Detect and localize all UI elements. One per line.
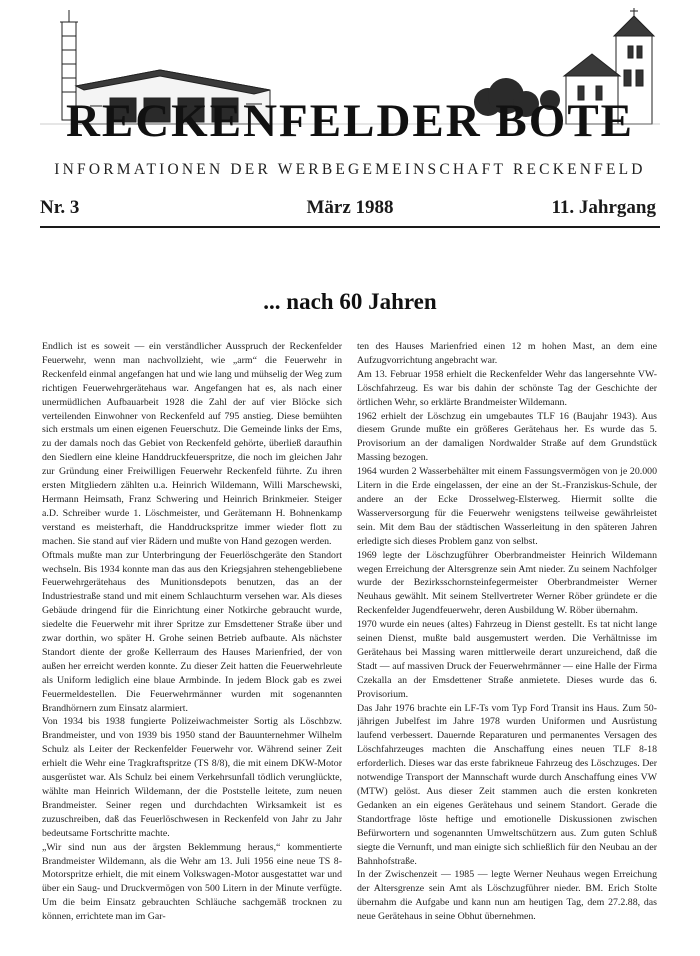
newsletter-title-text: RECKENFELDER BOTE — [65, 95, 635, 147]
right-paragraph: In der Zwischenzeit — 1985 — legte Werner Neuhaus wegen Erreichung der Altersgrenze sein Amt als Löschzugführer nieder. BM. Erich Stolte übernahm die Aufgabe und kann nun am heutigen Tag, dem 27.2.88, das neue Gerätehaus in seine Obhut übernehmen. — [357, 869, 657, 923]
left-paragraph: Endlich ist es soweit — ein verständlicher Ausspruch der Reckenfelder Feuerwehr, wenn man nachvollzieht, wie „arm“ die Feuerwehr in Reckenfeld einmal angefangen hat und wie lang und mühselig der Weg zum richtigen Feuerwehrgerätehaus war. Angefangen hat es, als nach einer unermüdlichen Aufbauarbeit 1928 die Zahl der auf vier Blöcke sich verteilenden Einwohner von Reckenfeld auf 795 anstieg. Diese bemühten sich erstmals um einen eigenen Feuerschutz. Die Gemeinde links der Ems, zu der damals noch das Gebiet von Reckenfeld gehörte, überließ daraufhin den Siedlern eine kleine Handdruckfeuerspritze, die noch im gleichen Jahr zur Gründung einer Freiwilligen Feuerwehr Reckenfeld führte. Zu ihren ersten Mitgliedern zählten u.a. Heinrich Wildemann, Willi Marschewski, Hermann Heimsath, Franz Schwering und Heinrich Brinkmeier. Steiger a.D. Schreiber wurde 1. Löschmeister, und Gerätemann H. Bohnenkamp verstand es meisterhaft, die Handdruckspritze immer wieder flott zu machen. Sie stand auf vier Rädern und mußte von Hand gezogen werden. — [42, 341, 342, 547]
newsletter-subtitle: INFORMATIONEN DER WERBEGEMEINSCHAFT RECKENFELD — [54, 161, 646, 178]
right-paragraph: 1969 legte der Löschzugführer Oberbrandmeister Heinrich Wildemann wegen Erreichung der Altersgrenze sein Amt nieder. Zu seinem Nachfolger wurde der Bezirksschornsteinfegermeister Oberbrandmeister Werner Neuhaus gewählt. Mit seinem Stellvertreter Werner Röber gründete er die Reckenfelder Jugendfeuerwehr, deren Ausbildung W. Röber übernahm. — [357, 549, 657, 617]
volume-year: 11. Jahrgang — [551, 197, 656, 218]
right-paragraph: Am 13. Februar 1958 erhielt die Reckenfelder Wehr das langersehnte VW-Löschfahrzeug. Es war bis dahin der schönste Tag der Geschichte der örtlichen Wehr, so erklärte Brandmeister Wildemann. — [357, 368, 657, 408]
masthead-divider — [40, 226, 660, 228]
right-paragraph: Das Jahr 1976 brachte ein LF-Ts vom Typ Ford Transit ins Haus. Zum 50-jährigen Jubelfest im Jahre 1978 wurden Uniformen und Ausrüstung laufend verbessert. Dauernde Reparaturen und permanentes Versagen des Löschfahrzeuges machten die Anschaffung eines neuen TLF 8-18 erforderlich. Dieses war das erste fabrikneue Fahrzeug des Löschzuges. Der notwendige Transport der Mannschaft wurde durch Anschaffung eines VW (MTW) gelöst. Aus dieser Zeit stammen auch die ersten konkreten Gedanken an ein eigenes Gerätehaus und seinem Standort. Gerade die Standortfrage löste heftige und emotionelle Diskussionen zwischen Befürwortern und sogenannten Umweltschützern aus. Zum guten Schluß siegte die Vernunft, und man einigte sich schließlich für den Neubau an der Bahnhofstraße. — [357, 702, 657, 867]
right-paragraph: 1962 erhielt der Löschzug ein umgebautes TLF 16 (Baujahr 1943). Aus diesem Grunde mußte ein größeres Gerätehaus her. Es wurde das 5. Provisorium an der damaligen Nordwalder Straße auf dem Grundstück Massing bezogen. — [357, 410, 657, 464]
issue-date: März 1988 — [306, 197, 394, 218]
issue-number: Nr. 3 — [40, 197, 80, 218]
article-right-column — [357, 340, 657, 940]
right-paragraph: ten des Hauses Marienfried einen 12 m hohen Mast, an dem eine Aufzugvorrichtung angebracht war. — [357, 341, 657, 366]
article-left-column — [42, 340, 342, 940]
left-paragraph: „Wir sind nun aus der ärgsten Beklemmung heraus,“ kommentierte Brandmeister Wildemann, als die Wehr am 13. Juli 1956 eine neue TS 8-Motorspritze erhielt, die mit einem Volkswagen-Motor ausgestattet war und über ein Saug- und Druckvermögen von 500 Litern in der Minute verfügte. Um die beim Einsatz gebrauchten Schläuche sachgemäß trocknen zu können, errichtete man im Gar- — [42, 841, 342, 923]
right-paragraph: 1964 wurden 2 Wasserbehälter mit einem Fassungsvermögen von je 20.000 Litern in die Erde eingelassen, der eine an der St.-Franziskus-Schule, der andere an der Ecke Drosselweg-Elsterweg. Hiermit sollte die Wasserversorgung für die Feuerwehr wenigstens teilweise gewährleistet sein. Mit dem Bau der städtischen Wasserleitung in den späteren Jahren erledigte sich dieses Problem ganz von selbst. — [357, 466, 657, 547]
right-paragraph: 1970 wurde ein neues (altes) Fahrzeug in Dienst gestellt. Es tat nicht lange seinen Dienst, mußte bald ausgemustert werden. Die Verhältnisse im Gerätehaus bei Massing waren mittlerweile derart unzureichend, daß die Stadt — auf massiven Druck der Feuerwehrmänner — eine Halle der Firma Czekalla an der Emsdettener Straße anmietete. Dieses wurde das 6. Provisorium. — [357, 619, 657, 700]
article-headline: ... nach 60 Jahren — [263, 289, 437, 314]
newsletter-title — [40, 96, 660, 146]
left-paragraph: Oftmals mußte man zur Unterbringung der Feuerlöschgeräte den Standort wechseln. Bis 1934 konnte man das aus den Kriegsjahren stehengebliebene Feuerwehrgerätehaus des Munitionsdepots benutzen, das an der Industriestraße stand und mit einem Schlauchturm versehen war. Als dieses Gebäude dringend für die Einrichtung einer Notkirche gebraucht wurde, siedelte die Feuerwehr mit ihrer Spritze zur Emsdettener Straße über und zwar dorthin, wo später H. Grohe seinen Betrieb aufbaute. Als nächster Standort diente der große Kellerraum des Hauses Marienfried, der von außen her erreicht werden konnte. Zu dieser Zeit hatten die Feuerwehrleute als Uniform lediglich eine blaue Armbinde. In jedem Block gab es zwei Feuermeldestellen. Die Feuerwehrmänner wurden mit sogenannten Brandhörnern zum Einsatz alarmiert. — [42, 549, 342, 714]
issue-info-row — [40, 196, 660, 220]
left-paragraph: Von 1934 bis 1938 fungierte Polizeiwachmeister Sortig als Löschbzw. Brandmeister, und von 1939 bis 1950 stand der Bauunternehmer Wilhelm Schulz als Leiter der Reckenfelder Feuerwehr vor. Während seiner Zeit erhielt die Wehr eine Tragkraftspritze (TS 8/8), die mit einem DKW-Motor ausgerüstet war. Als Schulz bei einem Verkehrsunfall tödlich verunglückte, wählte man Heinrich Wildemann, der die Poststelle leitete, zum neuen Brandmeister. Seiner regen und durchdachten Wirksamkeit ist es zuzuschreiben, daß das Feuerlöschwesen in Reckenfeld von Jahr zu Jahr bedeutsame Fortschritte machte. — [42, 716, 342, 839]
